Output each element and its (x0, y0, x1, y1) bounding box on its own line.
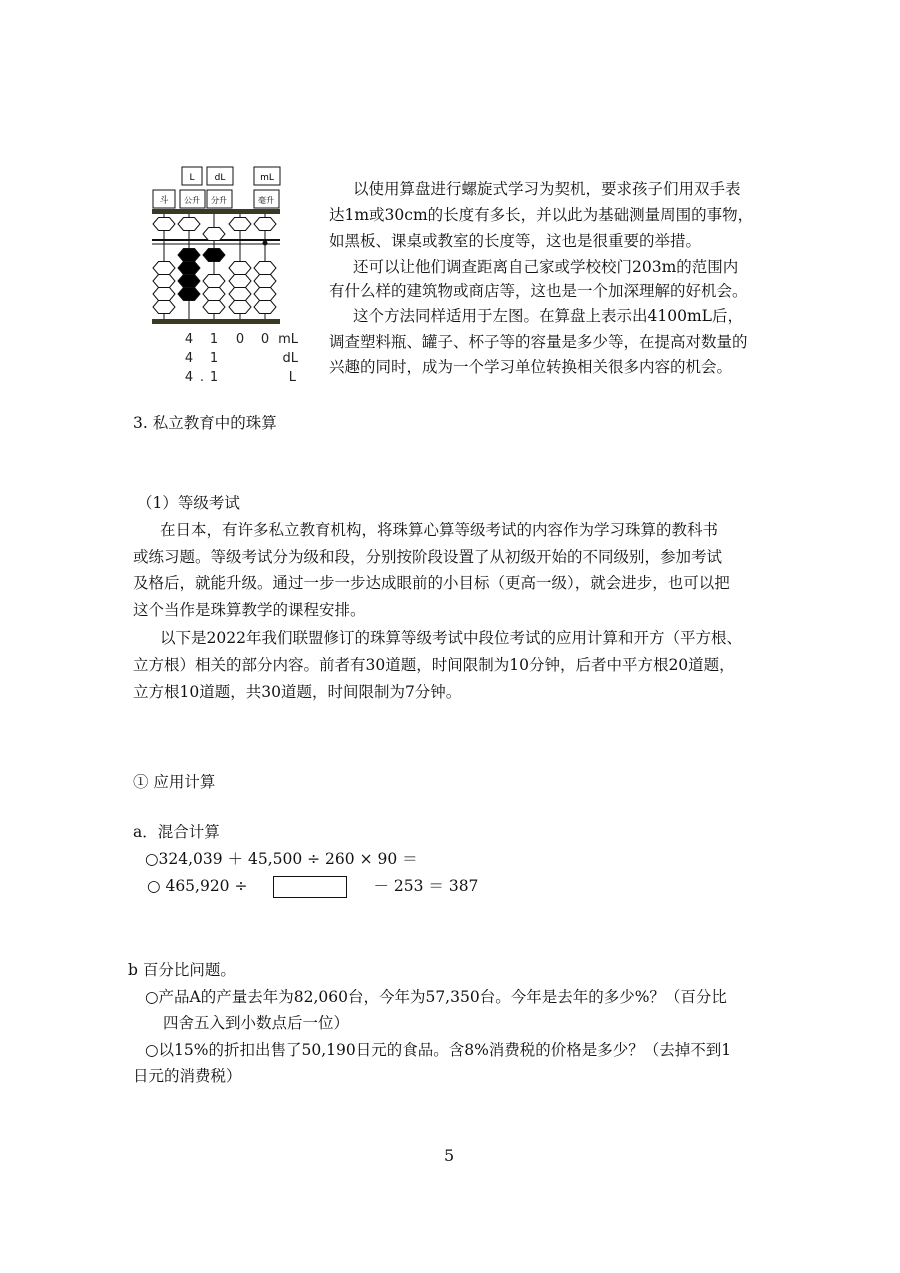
abacus-earth-bead (178, 262, 200, 275)
readout-l-d1: 1 (209, 370, 219, 385)
answer-blank-box[interactable] (273, 876, 347, 898)
abacus-heaven-bead (153, 218, 175, 231)
mixed-heading: a．混合计算 (133, 823, 220, 841)
mixed-question-2-before: ○ 465,920 ÷ (147, 877, 248, 895)
abacus-earth-bead (153, 288, 175, 301)
abacus-earth-bead (153, 275, 175, 288)
readout-ml-d2: 0 (235, 332, 245, 347)
intro-para-2-line-1: 还可以让他们调查距离自己家或学校校门203m的范围内 (353, 258, 739, 276)
abacus-earth-bead (229, 301, 251, 314)
abacus-earth-bead (203, 249, 225, 262)
exam-para-2-line-1: 以下是2022年我们联盟修订的珠算等级考试中段位考试的应用计算和开方（平方根、 (160, 629, 742, 647)
intro-para-3-line-1: 这个方法同样适用于左图。在算盘上表示出4100mL后， (353, 307, 743, 325)
exam-para-1-line-3: 及格后，就能升级。通过一步一步达成眼前的小目标（更高一级），就会进步，也可以把 (133, 574, 730, 592)
abacus-earth-bead (178, 275, 200, 288)
intro-para-1-line-2: 达1m或30cm的长度有多长，并以此为基础测量周围的事物， (329, 206, 754, 224)
intro-para-1-line-1: 以使用算盘进行螺旋式学习为契机，要求孩子们用双手表 (353, 180, 741, 198)
abacus-earth-bead (203, 288, 225, 301)
abacus-earth-bead (153, 301, 175, 314)
readout-dl-d1: 1 (209, 351, 219, 366)
label-top-2: mL (260, 173, 274, 183)
subsection-heading: （1）等级考试 (137, 494, 240, 512)
abacus-figure (150, 165, 302, 387)
exam-para-2-line-2: 立方根）相关的部分内容。前者有30道题，时间限制为10分钟，后者中平方根20道题， (133, 656, 735, 674)
exam-para-2-line-3: 立方根10道题，共30道题，时间限制为7分钟。 (133, 683, 462, 701)
abacus-heaven-bead (229, 218, 251, 231)
label-bottom-2: 分升 (211, 196, 227, 205)
percent-q1-line-1: ○产品A的产量去年为82,060台，今年为57,350台。今年是去年的多少%？（百分比 (145, 988, 727, 1006)
readout-l-d0: 4 (184, 370, 194, 385)
abacus-earth-bead (229, 262, 251, 275)
abacus-earth-bead (203, 301, 225, 314)
abacus-unit-dot (263, 241, 268, 246)
exam-para-1-line-1: 在日本，有许多私立教育机构，将珠算心算等级考试的内容作为学习珠算的教科书 (160, 521, 719, 539)
intro-para-3-line-2: 调查塑料瓶、罐子、杯子等的容量是多少等，在提高对数量的 (329, 333, 748, 351)
readout-l-dot: . (199, 370, 205, 385)
readout-ml-d3: 0 (260, 332, 270, 347)
percent-q2-line-1: ○以15%的折扣出售了50,190日元的食品。含8%消费税的价格是多少？（去掉不到1 (145, 1041, 732, 1059)
label-bottom-3: 毫升 (258, 196, 274, 205)
readout-l-unit: L (288, 370, 296, 385)
abacus-earth-bead (254, 301, 276, 314)
abacus-earth-bead (229, 275, 251, 288)
percent-q1-line-2: 四舍五入到小数点后一位） (163, 1014, 350, 1032)
abacus-heaven-bead (178, 218, 200, 231)
readout-dl-unit: dL (282, 351, 298, 366)
abacus-earth-bead (153, 262, 175, 275)
applied-heading: ① 应用计算 (133, 773, 216, 791)
abacus-earth-bead (254, 262, 276, 275)
label-bottom-0: 斗 (159, 196, 169, 206)
label-top-0: L (189, 173, 195, 183)
abacus-earth-bead (178, 288, 200, 301)
readout-ml-d0: 4 (184, 332, 194, 347)
section-heading: 3. 私立教育中的珠算 (133, 414, 277, 432)
abacus-heaven-bead (203, 228, 225, 241)
abacus-heaven-bead (254, 218, 276, 231)
abacus-earth-bead (254, 275, 276, 288)
mixed-question-2 (147, 874, 478, 898)
percent-q2-line-2: 日元的消费税） (133, 1067, 242, 1085)
readout-ml-d1: 1 (209, 332, 219, 347)
abacus-illustration (150, 165, 302, 387)
intro-para-1-line-3: 如黑板、课桌或教室的长度等，这也是很重要的举措。 (329, 232, 702, 250)
percent-heading: b 百分比问题。 (128, 961, 236, 979)
readout-dl-d0: 4 (184, 351, 194, 366)
mixed-question-2-after: － 253 ＝ 387 (373, 877, 479, 895)
label-bottom-1: 公升 (184, 196, 200, 205)
label-top-1: dL (214, 173, 226, 183)
abacus-earth-bead (254, 288, 276, 301)
readout-ml-unit: mL (278, 332, 298, 347)
mixed-question-1: ○324,039 ＋ 45,500 ÷ 260 × 90 ＝ (145, 850, 418, 868)
intro-para-2-line-2: 有什么样的建筑物或商店等，这也是一个加深理解的好机会。 (329, 282, 748, 300)
abacus-earth-bead (203, 275, 225, 288)
abacus-earth-bead (229, 288, 251, 301)
abacus-earth-bead (178, 249, 200, 262)
intro-para-3-line-3: 兴趣的同时，成为一个学习单位转换相关很多内容的机会。 (329, 358, 733, 376)
page-number: 5 (444, 1146, 455, 1165)
exam-para-1-line-4: 这个当作是珠算教学的课程安排。 (133, 601, 366, 619)
exam-para-1-line-2: 或练习题。等级考试分为级和段，分别按阶段设置了从初级开始的不同级别，参加考试 (133, 548, 723, 566)
